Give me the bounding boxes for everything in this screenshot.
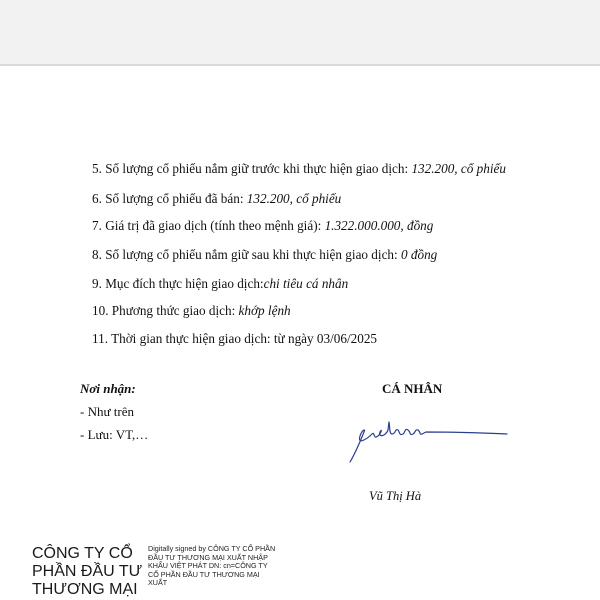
list-item (92, 161, 506, 177)
item-label: Mục đích thực hiện giao dịch (105, 276, 260, 291)
item-number: 11. (92, 331, 108, 346)
list-item (92, 276, 348, 292)
item-value: 1.322.000.000, đồng (324, 218, 434, 233)
item-label: Thời gian thực hiện giao dịch (111, 331, 267, 346)
item-label: Số lượng cổ phiếu nắm giữ sau khi thực hiện giao dịch (105, 247, 395, 262)
item-value: 132.200, cổ phiếu (411, 161, 506, 176)
item-separator: : (394, 247, 398, 262)
item-value: chi tiêu cá nhân (263, 276, 349, 291)
item-label: Số lượng cổ phiếu đã bán (105, 191, 240, 206)
digital-signature-details: Digitally signed by CÔNG TY CỔ PHẦN ĐẦU TƯ THƯƠNG MẠI XUẤT NHẬP KHẨU VIỆT PHÁT DN: cn=CÔNG TY CỔ PHẦN ĐẦU TƯ THƯƠNG MẠI XUẤT (148, 544, 276, 588)
signer-title: CÁ NHÂN (382, 381, 443, 396)
item-number: 9. (92, 276, 102, 291)
item-separator: : (266, 331, 274, 346)
item-value: 0 đồng (397, 247, 438, 262)
recipient-line: - Như trên (80, 404, 134, 419)
recipients-title: Nơi nhận: (80, 381, 136, 396)
item-separator: : (231, 303, 239, 318)
handwritten-signature (342, 418, 512, 468)
list-item (92, 191, 341, 207)
item-separator: : (317, 218, 325, 233)
list-item (92, 218, 433, 234)
list-item (92, 303, 291, 319)
item-number: 6. (92, 191, 102, 206)
item-number: 5. (92, 161, 102, 176)
list-item (92, 331, 377, 347)
item-label: Giá trị đã giao dịch (tính theo mệnh giá) (105, 218, 318, 233)
item-number: 8. (92, 247, 102, 262)
item-separator: : (259, 276, 264, 291)
item-value: khớp lệnh (238, 303, 291, 318)
item-separator: : (239, 191, 247, 206)
item-label: Phương thức giao dịch (111, 303, 232, 318)
digital-signature-company: CÔNG TY CỔ PHẦN ĐẦU TƯ THƯƠNG MẠI (32, 545, 143, 598)
signer-name: Vũ Thị Hà (369, 489, 422, 503)
list-item (92, 247, 437, 263)
item-number: 7. (92, 218, 102, 233)
item-number: 10. (92, 303, 109, 318)
recipient-line: - Lưu: VT,… (80, 427, 149, 442)
viewer-top-margin (0, 0, 600, 66)
item-value: từ ngày 03/06/2025 (273, 331, 378, 346)
item-label: Số lượng cổ phiếu nắm giữ trước khi thực hiện giao dịch (105, 161, 405, 176)
item-separator: : (404, 161, 412, 176)
item-value: 132.200, cổ phiếu (246, 191, 342, 206)
